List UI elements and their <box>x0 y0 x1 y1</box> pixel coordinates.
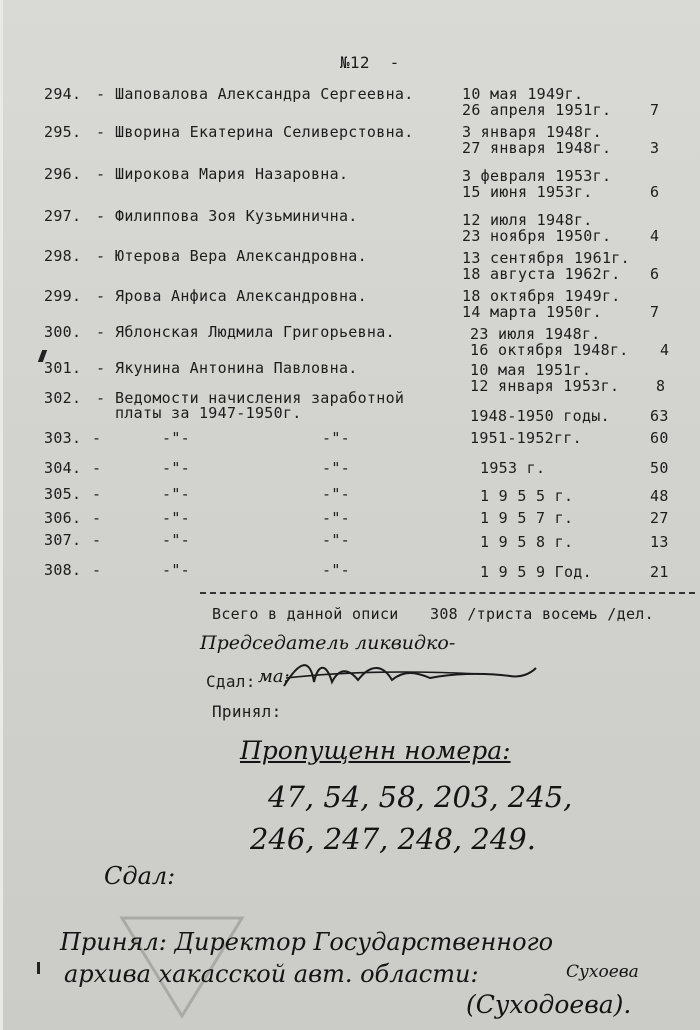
entry-dash: - <box>92 429 102 447</box>
entry-number: 299. <box>44 287 82 305</box>
entry-sheet-count: 63 <box>650 407 669 425</box>
ditto-mark: -"- <box>162 429 190 447</box>
entry-name: Якунина Антонина Павловна. <box>115 359 358 377</box>
ledger-period: 1 9 5 7 г. <box>480 509 574 527</box>
entry-date-end: 23 ноября 1950г. <box>462 227 612 245</box>
entry-sheet-count: 6 <box>650 183 660 201</box>
entry-dash: - <box>96 247 106 265</box>
ditto-mark: -"- <box>162 531 190 549</box>
entry-date-end: 12 января 1953г. <box>470 377 620 395</box>
ledger-period: 1948-1950 годы. <box>470 407 610 425</box>
entry-number: 296. <box>44 165 82 183</box>
entry-name: Шаповалова Александра Сергеевна. <box>115 85 414 103</box>
entry-number: 295. <box>44 123 82 141</box>
entry-dash: - <box>96 389 106 407</box>
entry-date-end: 16 октября 1948г. <box>470 341 629 359</box>
ledger-period: 1 9 5 5 г. <box>480 487 574 505</box>
ledger-period: 1951-1952гг. <box>470 429 582 447</box>
entry-number: 303. <box>44 429 82 447</box>
entry-date-start: 12 июля 1948г. <box>462 211 593 229</box>
entry-date-end: 26 апреля 1951г. <box>462 101 612 119</box>
total-label: Всего в данной описи <box>212 605 399 623</box>
ledger-period: 1953 г. <box>480 459 546 477</box>
chairman-signature <box>280 652 540 698</box>
entry-name: Филиппова Зоя Кузьминична. <box>115 207 358 225</box>
ditto-mark: -"- <box>162 485 190 503</box>
director-signature: Сухоева <box>566 962 639 982</box>
entry-dash: - <box>92 561 102 579</box>
handed-over-prefix: ма: <box>258 666 290 687</box>
ditto-mark: -"- <box>322 509 350 527</box>
entry-number: 305. <box>44 485 82 503</box>
entry-sheet-count: 13 <box>650 533 669 551</box>
entry-sheet-count: 6 <box>650 265 660 283</box>
entry-dash: - <box>96 287 106 305</box>
ledger-title-line1: Ведомости начисления заработной <box>115 389 405 407</box>
entry-sheet-count: 7 <box>650 101 660 119</box>
chairman-handwritten: Председатель ликвидко- <box>200 632 456 654</box>
entry-dash: - <box>92 509 102 527</box>
entry-number: 301. <box>44 359 82 377</box>
entry-name: Ютерова Вера Александровна. <box>115 247 367 265</box>
entry-sheet-count: 3 <box>650 139 660 157</box>
entry-number: 302. <box>44 389 82 407</box>
page-edge <box>0 0 3 1030</box>
page-number: №12 - <box>340 53 400 72</box>
entry-sheet-count: 27 <box>650 509 669 527</box>
skipped-numbers-line2: 246, 247, 248, 249. <box>250 822 536 856</box>
entry-sheet-count: 7 <box>650 303 660 321</box>
entry-dash: - <box>96 123 106 141</box>
entry-dash: - <box>96 323 106 341</box>
bottom-handed-over: Сдал: <box>104 862 176 890</box>
handed-over-label: Сдал: <box>206 672 256 691</box>
entry-sheet-count: 4 <box>650 227 660 245</box>
entry-sheet-count: 4 <box>660 341 670 359</box>
bottom-accepted-line2: архива хакасской авт. области: <box>64 960 479 988</box>
ditto-mark: -"- <box>322 485 350 503</box>
ditto-mark: -"- <box>162 561 190 579</box>
entry-name: Шворина Екатерина Селиверстовна. <box>115 123 414 141</box>
total-divider <box>200 592 695 594</box>
ink-mark <box>37 962 40 974</box>
ditto-mark: -"- <box>162 509 190 527</box>
ditto-mark: -"- <box>162 459 190 477</box>
entry-date-start: 10 мая 1949г. <box>462 85 584 103</box>
entry-sheet-count: 21 <box>650 563 669 581</box>
entry-number: 306. <box>44 509 82 527</box>
entry-sheet-count: 50 <box>650 459 669 477</box>
entry-dash: - <box>92 531 102 549</box>
entry-dash: - <box>96 85 106 103</box>
ledger-period: 1 9 5 8 г. <box>480 533 574 551</box>
skipped-numbers-title: Пропущенн номера: <box>240 736 511 765</box>
entry-dash: - <box>92 459 102 477</box>
entry-dash: - <box>96 207 106 225</box>
entry-date-start: 18 октября 1949г. <box>462 287 621 305</box>
entry-sheet-count: 60 <box>650 429 669 447</box>
entry-sheet-count: 48 <box>650 487 669 505</box>
entry-number: 297. <box>44 207 82 225</box>
entry-number: 298. <box>44 247 82 265</box>
bottom-accepted-line1: Принял: Директор Государственного <box>60 928 554 956</box>
entry-date-end: 27 января 1948г. <box>462 139 612 157</box>
ledger-title-line2: платы за 1947-1950г. <box>115 404 302 422</box>
skipped-numbers-line1: 47, 54, 58, 203, 245, <box>268 780 573 814</box>
entry-date-end: 18 августа 1962г. <box>462 265 621 283</box>
entry-name: Широкова Мария Назаровна. <box>115 165 349 183</box>
entry-date-end: 15 июня 1953г. <box>462 183 593 201</box>
director-name: (Суходоева). <box>466 990 632 1019</box>
ditto-mark: -"- <box>322 459 350 477</box>
entry-dash: - <box>92 485 102 503</box>
entry-number: 308. <box>44 561 82 579</box>
total-value: 308 /триста восемь /дел. <box>430 605 654 623</box>
entry-name: Ярова Анфиса Александровна. <box>115 287 367 305</box>
entry-name: Яблонская Людмила Григорьевна. <box>115 323 395 341</box>
entry-date-start: 10 мая 1951г. <box>470 361 592 379</box>
entry-date-start: 23 июля 1948г. <box>470 325 601 343</box>
entry-dash: - <box>96 359 106 377</box>
ditto-mark: -"- <box>322 561 350 579</box>
ditto-mark: -"- <box>322 531 350 549</box>
entry-number: 304. <box>44 459 82 477</box>
ledger-period: 1 9 5 9 Год. <box>480 563 592 581</box>
entry-dash: - <box>96 165 106 183</box>
entry-number: 294. <box>44 85 82 103</box>
entry-number: 300. <box>44 323 82 341</box>
entry-date-start: 3 февраля 1953г. <box>462 167 612 185</box>
entry-date-start: 3 января 1948г. <box>462 123 602 141</box>
accepted-label: Принял: <box>212 702 282 721</box>
entry-number: 307. <box>44 531 82 549</box>
entry-sheet-count: 8 <box>656 377 666 395</box>
entry-date-end: 14 марта 1950г. <box>462 303 602 321</box>
entry-date-start: 13 сентября 1961г. <box>462 249 630 267</box>
ditto-mark: -"- <box>322 429 350 447</box>
